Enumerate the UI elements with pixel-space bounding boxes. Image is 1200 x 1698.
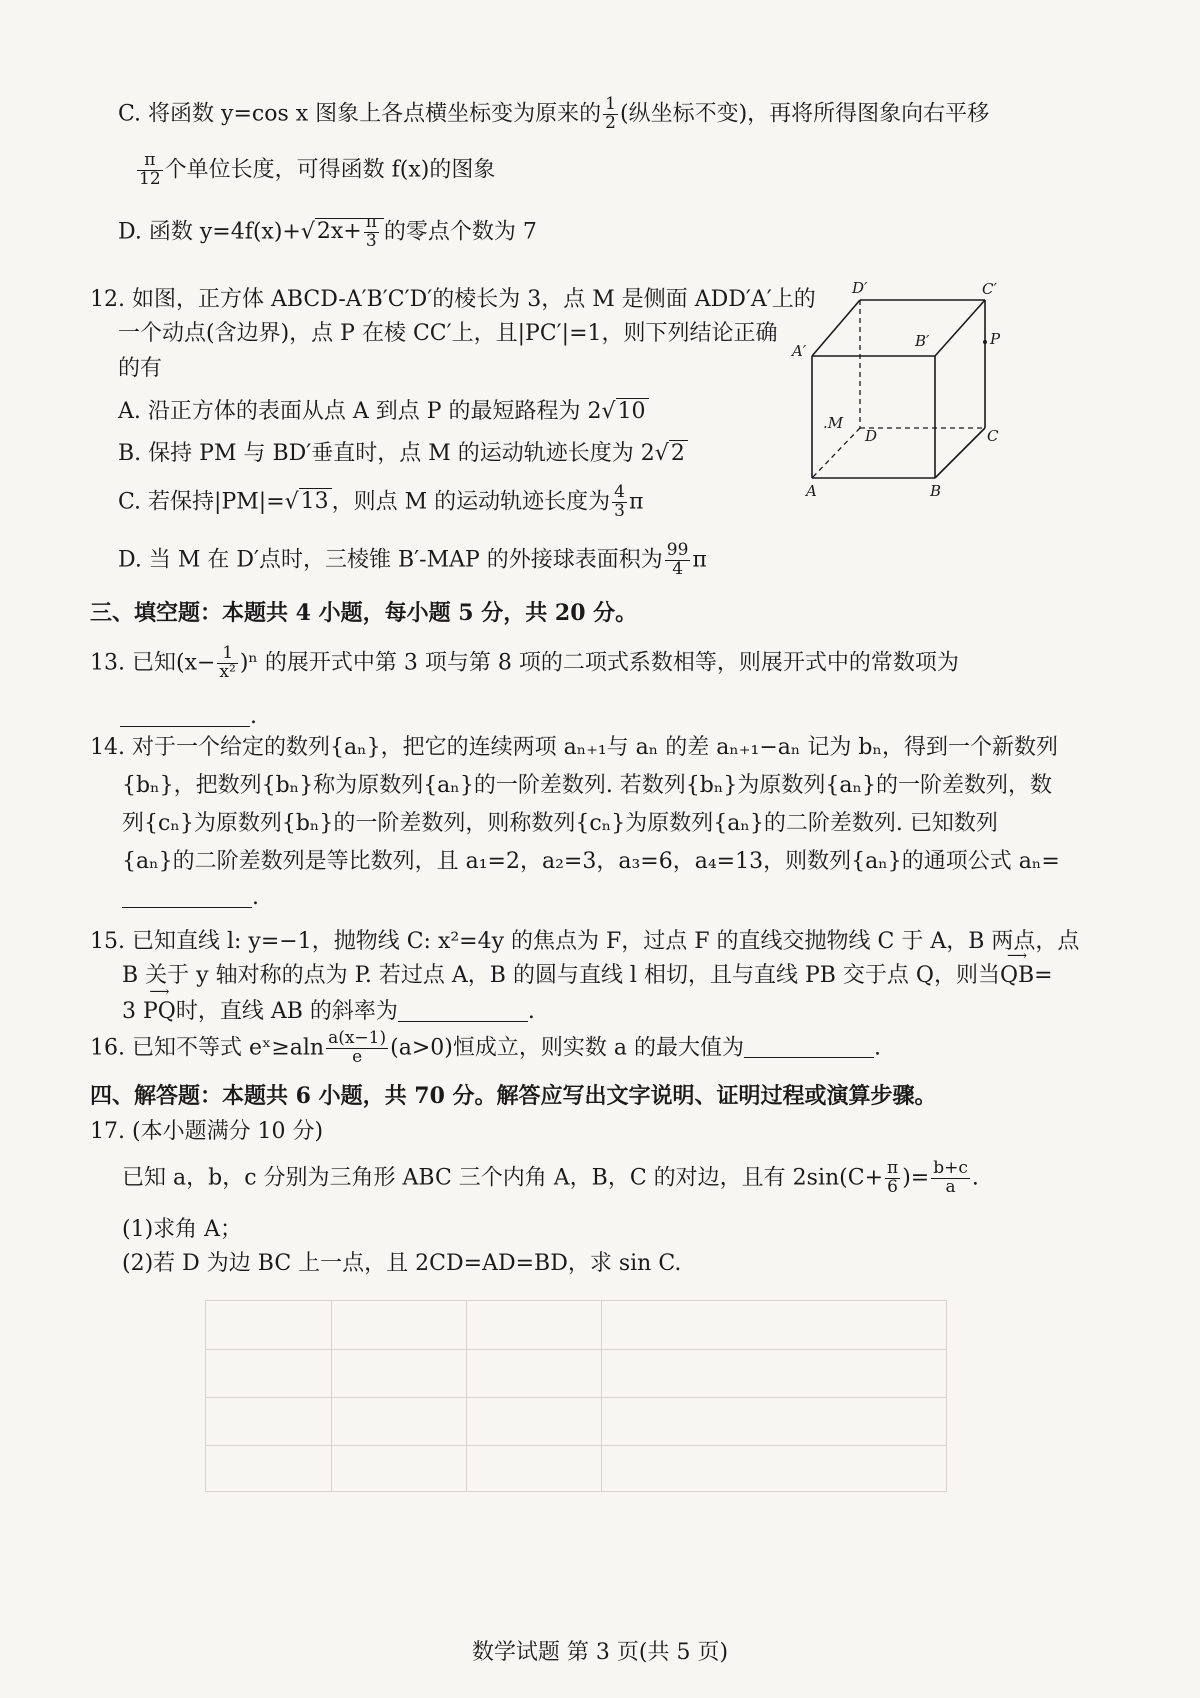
frac-den: e [352,1046,363,1067]
table-rule [206,1445,946,1446]
q16-text-b: (a>0)恒成立，则实数 a 的最大值为 [390,1035,744,1061]
frac-den: 3 [365,230,377,251]
table-rule [206,1397,946,1398]
table-rule [601,1301,602,1491]
bleed-through-table [205,1300,947,1492]
section-3-heading: 三、填空题：本题共 4 小题，每小题 5 分，共 20 分。 [90,600,638,626]
q12-c-text-c: π [629,489,644,515]
fraction [931,1160,970,1197]
frac-num: π [137,152,163,171]
edge-c1b1 [935,300,985,356]
q14-line4: {aₙ}的二阶差数列是等比数列，且 a₁=2，a₂=3，a₃=6，a₄=13，则数列{aₙ}的通项公式 aₙ= [122,849,1060,874]
fraction [665,542,691,579]
q13-text-a: 13. 已知(x− [90,650,216,676]
q12-option-b: B. 保持 PM 与 BD′垂直时，点 M 的运动轨迹长度为 2√2 [118,440,688,468]
frac-num: 1 [217,645,237,664]
period: . [250,704,257,729]
q12-option-d [118,542,707,579]
label-a1: A′ [792,342,807,360]
period: . [527,999,535,1024]
edge-bc [935,428,985,478]
q13-text-b: )ⁿ 的展开式中第 3 项与第 8 项的二项式系数相等，则展开式中的常数项为 [239,650,959,676]
vector-qb: ⟶ QB [1000,962,1034,990]
q15-line2 [122,962,1053,990]
section-4-heading: 四、解答题：本题共 6 小题，共 70 分。解答应写出文字说明、证明过程或演算步骤。 [90,1083,937,1109]
q12-c-text-a: C. 若保持|PM|= [118,489,285,515]
q17-part2: (2)若 D 为边 BC 上一点，且 2CD=AD=BD，求 sin C. [122,1251,682,1276]
label-p: P [990,330,1001,348]
frac-den: 2 [605,112,616,133]
q17-text-a: 已知 a，b，c 分别为三角形 ABC 三个内角 A，B，C 的对边，且有 2sin(C+ [122,1165,883,1191]
answer-blank[interactable] [122,906,252,908]
q15-text-b: = [1034,963,1053,988]
frac-num: a(x−1) [328,1028,387,1048]
frac-den: x² [219,661,236,682]
q15-line3 [122,998,535,1026]
label-b1: B′ [915,332,930,350]
frac-num: 1 [605,94,616,114]
q11-c-text-c: 个单位长度，可得函数 f(x)的图象 [164,157,496,183]
cube-figure [790,278,1020,508]
frac-den: a [945,1176,956,1197]
table-rule [206,1349,946,1350]
label-b: B [930,482,942,500]
sqrt-radicand: 2 [669,440,688,466]
q17-text-b: )= [902,1165,930,1191]
q12-d-text-a: D. 当 M 在 D′点时，三棱锥 B′-MAP 的外接球表面积为 [118,547,663,573]
sqrt-radicand: 10 [616,398,649,424]
q17-stem [122,1160,979,1197]
period: . [873,1035,881,1061]
q11-d-text-b: 的零点个数为 7 [383,219,537,245]
q12-b-text: B. 保持 PM 与 BD′垂直时，点 M 的运动轨迹长度为 2 [118,441,655,466]
sqrt-radicand [315,212,384,251]
label-c: C [987,427,999,445]
edge-da [812,428,860,478]
page-footer: 数学试题 第 3 页(共 5 页) [471,1640,729,1665]
q11-d-text-a: D. 函数 y=4f(x)+ [118,219,301,245]
answer-blank[interactable] [120,725,250,727]
frac-den: 4 [672,558,684,579]
sqrt-radicand: 13 [299,488,332,514]
q12-option-a: A. 沿正方体的表面从点 A 到点 P 的最短路程为 2√10 [118,398,649,426]
label-c1: C′ [982,280,997,298]
q11-option-d: D. 函数 y=4f(x)+√2x+ $\frac{\pi}{3}$ 的零点个数为 7 [118,212,537,251]
q15-text-d: 时，直线 AB 的斜率为 [175,999,398,1024]
fraction [612,484,627,521]
frac-num: b+c [933,1158,968,1178]
label-d: D [865,427,878,445]
q16-text-a: 16. 已知不等式 eˣ≥aln [90,1035,325,1061]
q17-part1: (1)求角 A； [122,1217,243,1242]
table-rule [331,1301,332,1491]
q14-answer-line [122,884,259,912]
q11-c-text-a: C. 将函数 y=cos x 图象上各点横坐标变为原来的 [118,101,602,127]
answer-blank[interactable] [744,1056,874,1058]
answer-blank[interactable] [398,1020,528,1022]
q12-d-text-b: π [692,547,707,573]
fraction [217,645,237,682]
edge-d1a1 [812,300,860,356]
fraction [364,214,379,251]
q12-stem-line1: 12. 如图，正方体 ABCD-A′B′C′D′的棱长为 3，点 M 是侧面 ADD′A′上的 [90,287,816,312]
q14-line1: 14. 对于一个给定的数列{aₙ}，把它的连续两项 aₙ₊₁与 aₙ 的差 aₙ₊₁−aₙ 记为 bₙ，得到一个新数列 [90,735,1059,760]
period: . [252,885,259,910]
q17-text-c: . [971,1165,979,1191]
frac-num: π [887,1158,899,1178]
frac-den: 6 [887,1176,898,1197]
q13 [90,645,959,682]
q11-c-text-b: (纵坐标不变)，再将所得图象向右平移 [619,101,990,127]
q12-stem-line3: 的有 [118,356,163,381]
q13-answer-line [120,703,257,731]
point-p [983,340,987,344]
q15-line1: 15. 已知直线 l: y=−1，抛物线 C: x²=4y 的焦点为 F，过点 F 的直线交抛物线 C 于 A，B 两点，点 [90,929,1080,954]
q15-text-c: 3 [122,999,136,1024]
label-a: A [806,482,817,500]
q11-option-c [118,96,989,133]
q11-option-c-cont [135,152,495,189]
q12-a-text: A. 沿正方体的表面从点 A 到点 P 的最短路程为 2 [118,399,602,424]
q12-stem-line2: 一个动点(含边界)，点 P 在棱 CC′上，且|PC′|=1，则下列结论正确 [118,321,778,346]
fraction [326,1030,388,1067]
frac-num: 99 [666,540,689,560]
frac-den: 12 [139,168,161,189]
frac-num: 4 [614,482,625,502]
vector-pq: ⟶ PQ [143,998,176,1026]
q17-title: 17. (本小题满分 10 分) [90,1119,324,1144]
frac-den: 3 [614,500,625,521]
q14-line3: 列{cₙ}为原数列{bₙ}的一阶差数列，则称数列{cₙ}为原数列{aₙ}的二阶差数列. 已知数列 [122,811,998,836]
q14-line2: {bₙ}，把数列{bₙ}称为原数列{aₙ}的一阶差数列. 若数列{bₙ}为原数列{aₙ}的一阶差数列，数 [122,773,1053,798]
q12-option-c: C. 若保持|PM|=√13 ，则点 M 的运动轨迹长度为 $\frac{4}{3}$ π [118,482,644,521]
fraction [603,96,618,133]
fraction [885,1160,900,1197]
table-rule [466,1301,467,1491]
fraction [137,152,163,189]
label-m: .M [823,414,844,432]
q16 [90,1030,881,1067]
q15-text-a: B 关于 y 轴对称的点为 P. 若过点 A，B 的圆与直线 l 相切，且与直线 PB 交于点 Q，则当 [122,963,1000,988]
radicand-text: 2x+ [316,219,362,245]
frac-num: π [365,212,377,232]
q12-c-text-b: ，则点 M 的运动轨迹长度为 [331,489,611,515]
label-d1: D′ [852,279,868,297]
